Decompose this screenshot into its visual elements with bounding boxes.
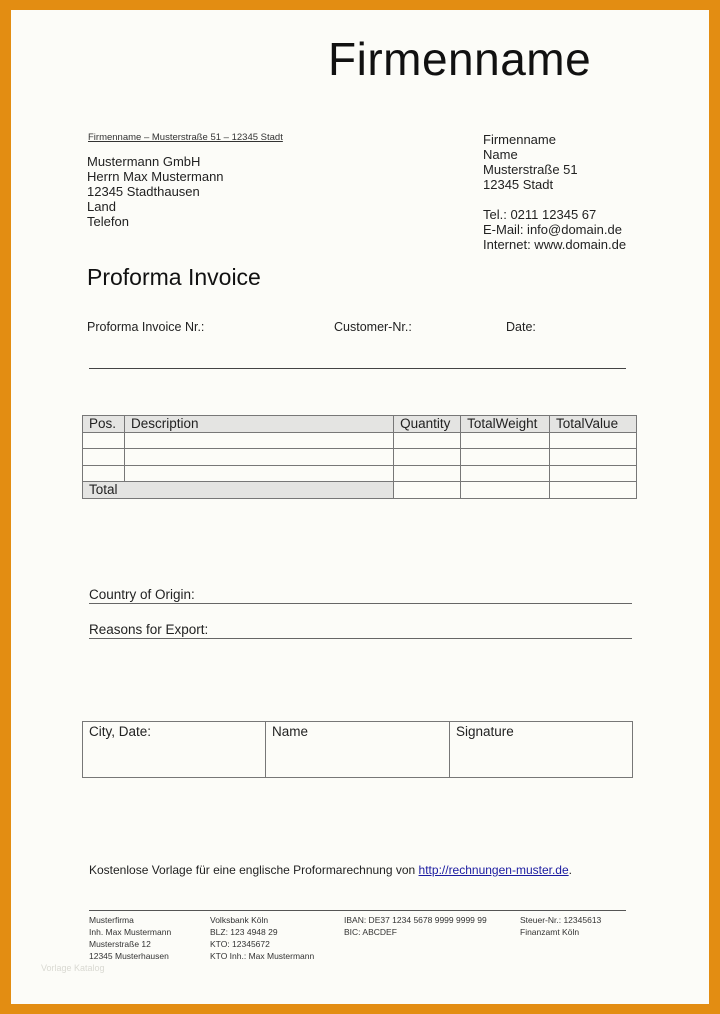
table-cell[interactable]	[124, 432, 393, 449]
sender-name: Name	[483, 147, 518, 162]
table-cell[interactable]	[461, 432, 550, 449]
sender-city: 12345 Stadt	[483, 177, 554, 192]
date-label: Date:	[506, 320, 536, 334]
table-cell[interactable]	[83, 432, 125, 449]
footer-line: Musterfirma	[89, 915, 134, 925]
footer-company-column	[89, 914, 171, 962]
footer-line: KTO Inh.: Max Mustermann	[210, 951, 315, 961]
table-total-row	[83, 482, 637, 499]
origin-underline	[89, 603, 632, 604]
footer-line: Steuer-Nr.: 12345613	[520, 915, 602, 925]
column-header: TotalWeight	[461, 416, 550, 433]
table-cell[interactable]	[83, 465, 125, 482]
template-link[interactable]: http://rechnungen-muster.de	[418, 863, 569, 877]
items-table	[82, 415, 637, 499]
recipient-phone: Telefon	[87, 214, 129, 229]
footer-iban-column	[344, 914, 487, 938]
watermark: Vorlage Katalog	[41, 963, 105, 973]
column-header: Pos.	[83, 416, 125, 433]
table-cell[interactable]	[461, 449, 550, 466]
table-cell[interactable]	[83, 449, 125, 466]
signature-box[interactable]	[449, 721, 633, 778]
footer-line: Musterstraße 12	[89, 939, 151, 949]
invoice-number-label: Proforma Invoice Nr.:	[87, 320, 205, 334]
template-note-text: Kostenlose Vorlage für eine englische Proformarechnung von	[89, 863, 419, 877]
invoice-page	[11, 10, 709, 1004]
table-cell[interactable]	[461, 465, 550, 482]
sender-return-line: Firmenname – Musterstraße 51 – 12345 Stadt	[88, 132, 283, 143]
recipient-country: Land	[87, 199, 116, 214]
reasons-for-export-label: Reasons for Export:	[89, 622, 209, 637]
recipient-contact: Herrn Max Mustermann	[87, 169, 224, 184]
footer-divider	[89, 910, 626, 911]
sender-contact	[483, 207, 626, 252]
table-cell[interactable]	[124, 465, 393, 482]
column-header: Quantity	[394, 416, 461, 433]
table-cell[interactable]	[124, 449, 393, 466]
document-title: Proforma Invoice	[87, 264, 261, 290]
total-weight-cell[interactable]	[461, 482, 550, 499]
fields-underline	[89, 368, 626, 369]
city-date-box[interactable]	[82, 721, 266, 778]
recipient-name: Mustermann GmbH	[87, 154, 201, 169]
footer-tax-column	[520, 914, 601, 938]
name-label: Name	[272, 724, 309, 739]
table-row	[83, 432, 637, 449]
column-header: TotalValue	[550, 416, 637, 433]
footer-line: IBAN: DE37 1234 5678 9999 9999 99	[344, 915, 487, 925]
footer-line: BIC: ABCDEF	[344, 927, 397, 937]
table-cell[interactable]	[550, 449, 637, 466]
recipient-address	[87, 154, 224, 229]
signature-label: Signature	[456, 724, 514, 739]
table-cell[interactable]	[394, 449, 461, 466]
table-row	[83, 465, 637, 482]
customer-number-label: Customer-Nr.:	[334, 320, 412, 334]
recipient-city: 12345 Stadthausen	[87, 184, 200, 199]
footer-line: Finanzamt Köln	[520, 927, 580, 937]
footer-line: 12345 Musterhausen	[89, 951, 169, 961]
template-note	[89, 863, 572, 877]
total-label: Total	[83, 482, 394, 499]
company-name-heading: Firmenname	[328, 33, 592, 85]
sender-email: E-Mail: info@domain.de	[483, 222, 622, 237]
table-header-row	[83, 416, 637, 433]
city-date-label: City, Date:	[89, 724, 152, 739]
table-cell[interactable]	[550, 432, 637, 449]
table-cell[interactable]	[550, 465, 637, 482]
name-box[interactable]	[265, 721, 450, 778]
sender-company: Firmenname	[483, 132, 556, 147]
sender-address	[483, 132, 578, 192]
footer-line: Inh. Max Mustermann	[89, 927, 172, 937]
table-row	[83, 449, 637, 466]
column-header: Description	[124, 416, 393, 433]
footer-bank-column	[210, 914, 314, 962]
sender-tel: Tel.: 0211 12345 67	[483, 207, 597, 222]
template-note-end: .	[568, 863, 572, 877]
reasons-underline	[89, 638, 632, 639]
country-of-origin-label: Country of Origin:	[89, 587, 195, 602]
table-cell[interactable]	[394, 432, 461, 449]
table-cell[interactable]	[394, 465, 461, 482]
total-quantity-cell[interactable]	[394, 482, 461, 499]
footer-line: KTO: 12345672	[210, 939, 270, 949]
sender-street: Musterstraße 51	[483, 162, 578, 177]
total-value-cell[interactable]	[550, 482, 637, 499]
footer-line: BLZ: 123 4948 29	[210, 927, 278, 937]
sender-web: Internet: www.domain.de	[483, 237, 627, 252]
footer-line: Volksbank Köln	[210, 915, 269, 925]
